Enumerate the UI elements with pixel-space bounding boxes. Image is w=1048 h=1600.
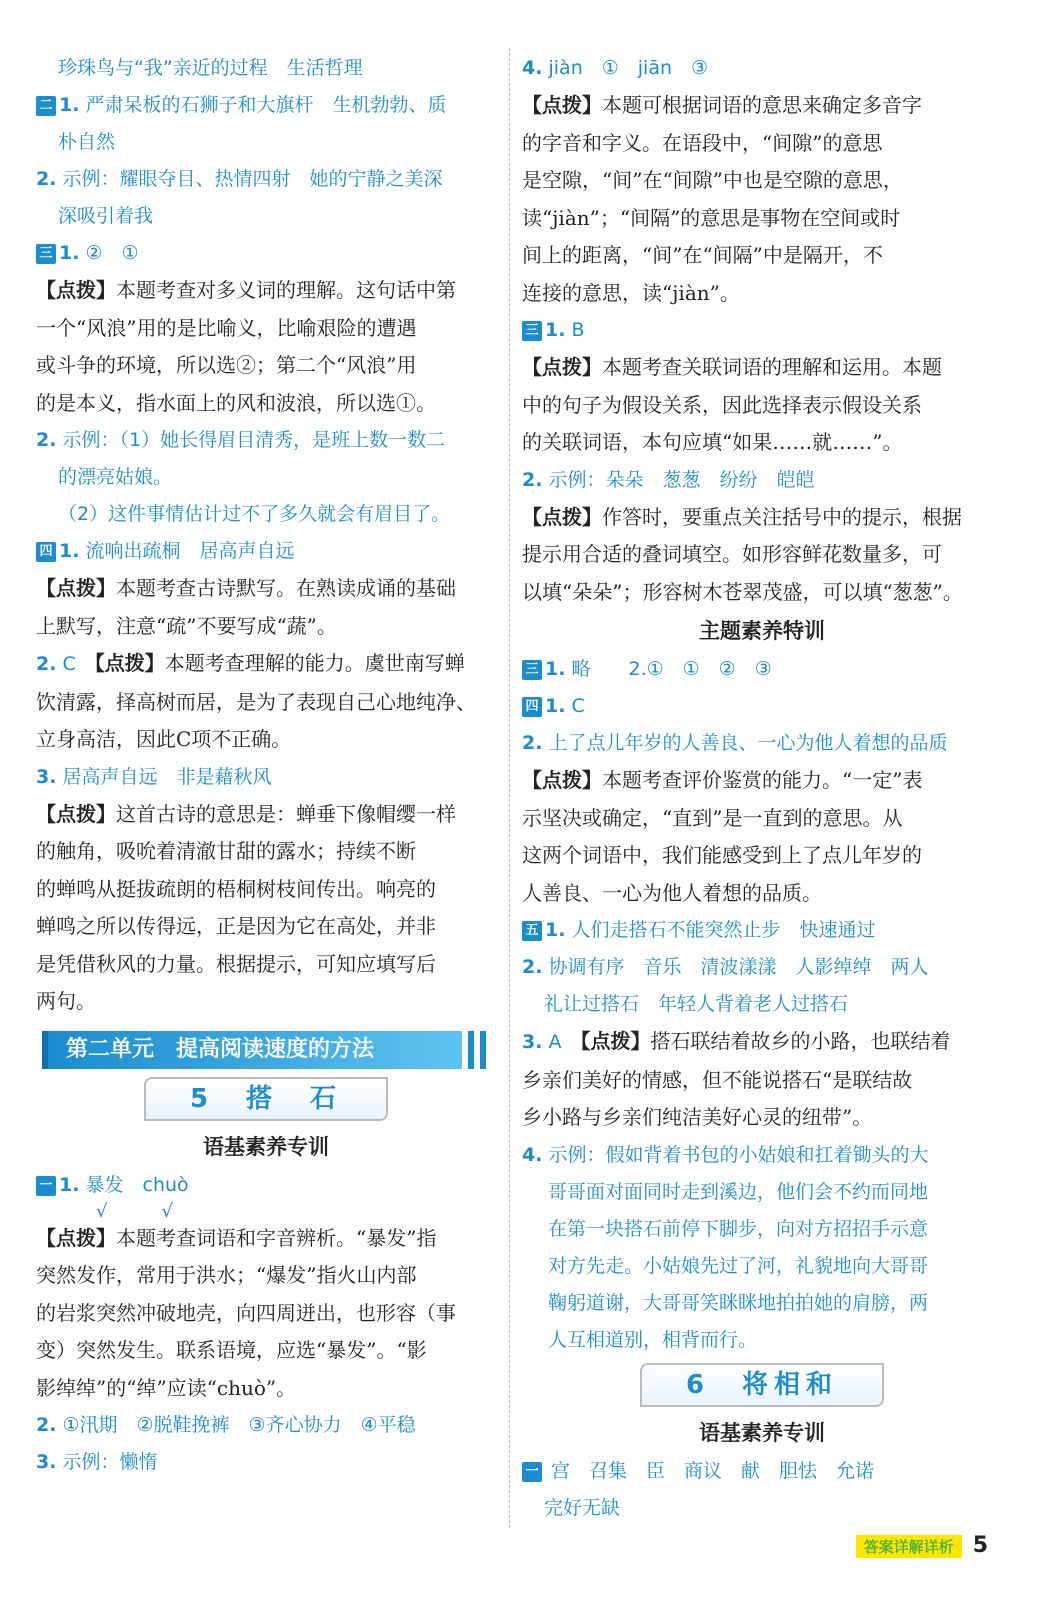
answer-text: 示例：假如背着书包的小姑娘和扛着锄头的大 [542, 1143, 929, 1166]
answer-line: 人互相道别，相背而行。 [548, 1328, 758, 1351]
question-line [522, 50, 1002, 87]
question-line [522, 1137, 1002, 1174]
question-line [522, 651, 1002, 688]
question-line [522, 312, 1002, 349]
explanation-line: 的关联词语，本句应填“如果……就……”。 [522, 430, 903, 454]
hint-text: 本题考查评价鉴赏的能力。“一定”表 [602, 768, 923, 792]
explanation-line [522, 762, 1002, 800]
answer-text: 严肃呆板的石狮子和大旗杆 生机勃勃、质 [79, 94, 447, 116]
section-marker: 三 [36, 244, 56, 264]
question-number: 1. [545, 658, 566, 680]
hint-tag: 【点拨】 [522, 93, 602, 117]
answer-text: C [565, 695, 585, 717]
answer-text: 上了点儿年岁的人善良、一心为他人着想的品质 [542, 732, 948, 754]
hint-text: 本题考查对多义词的理解。这句话中第 [116, 278, 456, 302]
hint-tag: 【点拨】 [522, 355, 602, 379]
section-marker: 二 [36, 96, 56, 116]
question-number: 3. [522, 1031, 543, 1053]
question-line [36, 759, 496, 796]
hint-tag: 【点拨】 [36, 576, 116, 600]
hint-text: 本题考查理解的能力。虞世南写蝉 [164, 651, 465, 675]
hint-tag: 【点拨】 [94, 651, 165, 675]
explanation-line [36, 570, 496, 608]
question-line [522, 912, 1002, 949]
question-number: 3. [36, 765, 57, 788]
answer-text: 人们走搭石不能突然止步 快速通过 [565, 919, 876, 941]
explanation-line: 这两个词语中，我们能感受到上了点儿年岁的 [522, 843, 922, 867]
hint-tag: 【点拨】 [522, 504, 602, 529]
explanation-line [36, 272, 496, 310]
answer-text: jiàn ① jiān ③ [542, 57, 709, 79]
lesson-title: 5 搭 石 [144, 1077, 388, 1121]
answer-text: 暴发 chuò [79, 1173, 189, 1196]
answer-text: 示例：朵朵 葱葱 纷纷 皑皑 [542, 468, 815, 491]
explanation-line: 的触角，吸吮着清澈甘甜的露水；持续不断 [36, 839, 416, 863]
section-title: 主题素养特训 [699, 619, 825, 643]
hint-tag: 【点拨】 [36, 801, 116, 826]
explanation-line: 两句。 [36, 989, 96, 1013]
question-line [36, 1444, 496, 1481]
explanation-line: 间上的距离，“间”在“间隔”中是隔开，不 [522, 243, 883, 267]
explanation-line: 乡亲们美好的情感，但不能说搭石“是联结故 [522, 1067, 913, 1092]
question-number: 1. [59, 1173, 80, 1196]
hint-text: 作答时，要重点关注括号中的提示，根据 [602, 504, 962, 529]
question-line [522, 1453, 1002, 1490]
question-number: 3. [36, 1451, 57, 1473]
answer-text: 示例：懒惰 [56, 1451, 158, 1473]
question-line [36, 161, 496, 198]
question-number: 4. [522, 57, 543, 79]
explanation-line: 的岩浆突然冲破地壳，向四周迸出，也形容（事 [36, 1300, 456, 1325]
hint-tag: 【点拨】 [580, 1029, 651, 1053]
question-line [522, 725, 1002, 762]
answer-text: B [565, 319, 585, 341]
section-marker: 三 [522, 321, 542, 341]
right-answers [522, 50, 1002, 1359]
explanation-line [522, 349, 1002, 387]
question-number: 1. [545, 695, 566, 717]
answer-line: 朴自然 [58, 131, 116, 153]
explanation-line [522, 87, 1002, 125]
question-number: 2. [522, 732, 543, 754]
explanation-line: 以填“朵朵”；形容树木苍翠茂盛，可以填“葱葱”。 [522, 579, 963, 604]
answer-text: 示例：（1）她长得眉目清秀，是班上数一数二 [56, 429, 446, 451]
explanation-line: 上默写，注意“疏”不要写成“蔬”。 [36, 613, 337, 638]
answer-text: 示例：耀眼夺目、热情四射 她的宁静之美深 [56, 168, 443, 190]
right-answers-2 [522, 1453, 1002, 1527]
answer-line: 的漂亮姑娘。 [58, 466, 173, 488]
hint-text: 本题可根据词语的意思来确定多音字 [602, 93, 922, 117]
explanation-line: 示坚决或确定，“直到”是一直到的意思。从 [522, 805, 903, 830]
question-number: 2. [36, 1414, 57, 1436]
question-number: 1. [59, 540, 80, 562]
page-number: 5 [972, 1533, 988, 1558]
explanation-line: 人善良、一心为他人着想的品质。 [522, 880, 822, 905]
explanation-line [36, 796, 496, 834]
question-number: 2. [36, 168, 57, 190]
answer-text: 居高声自远 非是藉秋风 [56, 765, 272, 788]
answer-line: 珍珠鸟与“我”亲近的过程 生活哲理 [58, 57, 363, 79]
right-column [522, 50, 1002, 1527]
question-line [522, 688, 1002, 725]
section-marker: 三 [522, 660, 542, 680]
question-line [522, 462, 1002, 499]
answer-text: 略 2.① ① ② ③ [565, 658, 772, 680]
explanation-line: 的字音和字义。在语段中，“间隙”的意思 [522, 130, 883, 155]
check-marks: √ √ [96, 1200, 173, 1222]
hint-text: 本题考查词语和字音辨析。“暴发”指 [116, 1225, 437, 1250]
section-title: 语基素养专训 [203, 1134, 329, 1159]
explanation-line: 连接的意思，读“jiàn”。 [522, 280, 740, 305]
hint-text: 这首古诗的意思是：蝉垂下像帽缨一样 [116, 801, 456, 826]
explanation-line: 读“jiàn”；“间隔”的意思是事物在空间或时 [522, 205, 901, 230]
answer-text: ①汛期 ②脱鞋挽裤 ③齐心协力 ④平稳 [56, 1414, 416, 1436]
explanation-line: 的是本义，指水面上的风和波浪，所以选①。 [36, 390, 436, 415]
hint-tag: 【点拨】 [522, 768, 602, 792]
explanation-line: 中的句子为假设关系，因此选择表示假设关系 [522, 392, 922, 417]
question-number: 2. [36, 653, 57, 675]
explanation-line: 是凭借秋风的力量。根据提示，可知应填写后 [36, 951, 436, 976]
brand-label: 答案详解详析 [856, 1535, 962, 1558]
question-number: 2. [522, 956, 543, 978]
answer-text: 宫 召集 臣 商议 献 胆怯 允诺 [545, 1459, 875, 1482]
question-line [522, 949, 1002, 986]
explanation-line: 立身高洁，因此C项不正确。 [36, 727, 292, 751]
answer-line: 完好无缺 [544, 1496, 621, 1519]
left-answers-2 [36, 1167, 496, 1482]
explanation-line: 或斗争的环境，所以选②；第二个“风浪”用 [36, 353, 417, 377]
hint-tag: 【点拨】 [36, 1225, 116, 1250]
hint-text: 本题考查古诗默写。在熟读成诵的基础 [116, 576, 456, 600]
answer-text: ② ① [79, 242, 139, 264]
question-line [36, 533, 496, 570]
answer-text: 协调有序 音乐 清波漾漾 人影绰绰 两人 [542, 956, 929, 978]
section-title: 语基素养专训 [699, 1420, 825, 1445]
explanation-line: 影绰绰”的“绰”应读“chuò”。 [36, 1375, 297, 1400]
answer-line: 鞠躬道谢，大哥哥笑眯眯地拍拍她的肩膀，两 [548, 1291, 929, 1314]
explanation-line: 乡小路与乡亲们纯洁美好心灵的纽带”。 [522, 1105, 873, 1129]
answer-line: 哥哥面对面同时走到溪边，他们会不约而同地 [548, 1180, 929, 1203]
answer-line: 礼让过搭石 年轻人背着老人过搭石 [544, 993, 849, 1015]
question-line [36, 1167, 496, 1204]
answer-line: 在第一块搭石前停下脚步，向对方招招手示意 [548, 1217, 929, 1240]
left-column [36, 50, 496, 1481]
explanation-line: 提示用合适的叠词填空。如形容鲜花数量多，可 [522, 542, 942, 566]
explanation-line: 的蝉鸣从挺拔疏朗的梧桐树枝间传出。响亮的 [36, 876, 436, 901]
column-divider [509, 48, 510, 1528]
question-number: 2. [522, 468, 543, 491]
explanation-line: 饮清露，择高树而居，是为了表现自己心地纯净、 [36, 689, 476, 714]
question-number: 1. [59, 94, 80, 116]
question-number: 4. [522, 1143, 543, 1166]
unit-title: 第二单元 提高阅读速度的方法 [42, 1031, 462, 1069]
unit-banner [42, 1031, 496, 1069]
answer-text: C [56, 653, 95, 675]
answer-text: A [542, 1031, 581, 1053]
section-marker: 一 [522, 1462, 542, 1482]
hint-text: 本题考查关联词语的理解和运用。本题 [602, 355, 942, 379]
explanation-line: 变）突然发生。联系语境，应选“暴发”。“影 [36, 1338, 427, 1362]
hint-text: 搭石联结着故乡的小路，也联结着 [650, 1029, 951, 1053]
question-line [36, 235, 496, 272]
page-footer [856, 1533, 988, 1558]
question-line [522, 1023, 1002, 1062]
question-number: 1. [59, 242, 80, 264]
explanation-line: 突然发作，常用于洪水；“爆发”指火山内部 [36, 1263, 417, 1287]
answer-line: （2）这件事情估计过不了多久就会有眉目了。 [58, 503, 451, 525]
banner-bar [480, 1031, 486, 1069]
question-number: 1. [545, 919, 566, 941]
question-line [36, 1407, 496, 1444]
explanation-line: 蝉鸣之所以传得远，正是因为它在高处，并非 [36, 914, 436, 938]
answer-text: 流响出疏桐 居高声自远 [79, 540, 295, 562]
explanation-line: 一个“风浪”用的是比喻义，比喻艰险的遭遇 [36, 315, 417, 340]
question-number: 2. [36, 429, 57, 451]
banner-bar [468, 1031, 474, 1069]
answer-line: 深吸引着我 [58, 205, 154, 227]
explanation-line [522, 499, 1002, 537]
answer-line: 对方先走。小姑娘先过了河，礼貌地向大哥哥 [548, 1254, 929, 1277]
explanation-line: 是空隙，“间”在“间隙”中也是空隙的意思， [522, 168, 903, 192]
explanation-line [36, 1220, 496, 1258]
question-number: 1. [545, 319, 566, 341]
section-marker: 四 [522, 697, 542, 717]
question-line [36, 422, 496, 459]
section-marker: 四 [36, 542, 56, 562]
hint-tag: 【点拨】 [36, 278, 116, 302]
lesson-title: 6 将相和 [640, 1363, 884, 1407]
section-marker: 一 [36, 1176, 56, 1196]
section-marker: 五 [522, 921, 542, 941]
question-line [36, 645, 496, 684]
question-line [36, 87, 496, 124]
left-answers [36, 50, 496, 1021]
